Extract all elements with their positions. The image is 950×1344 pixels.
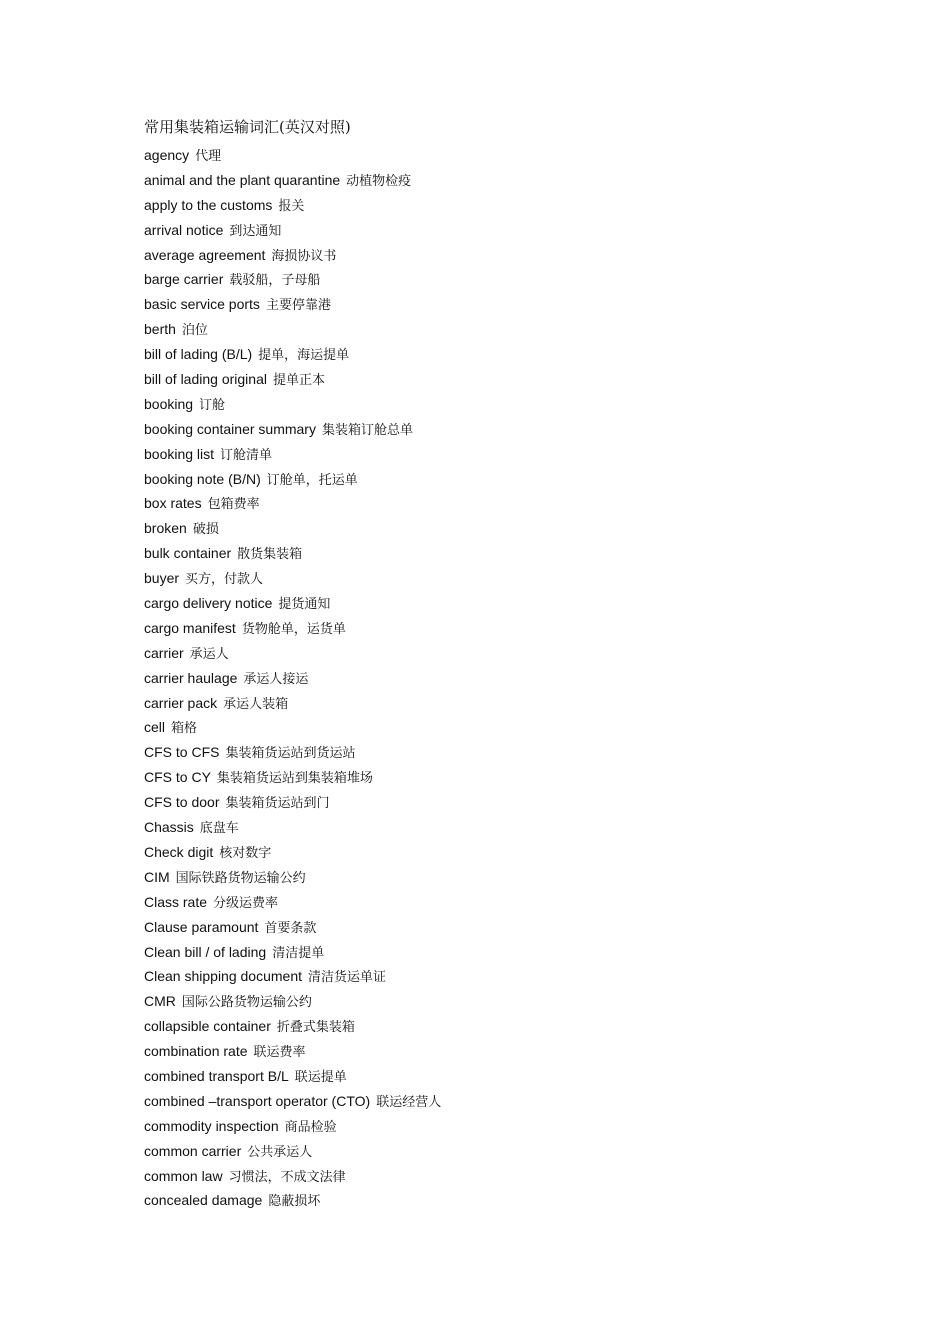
entry-meaning: 提货通知 xyxy=(278,597,331,613)
glossary-entry xyxy=(144,367,441,392)
entry-meaning: 买方，付款人 xyxy=(185,572,264,588)
entry-term: arrival notice xyxy=(144,221,224,238)
entry-term: common law xyxy=(144,1167,223,1184)
entry-term: CFS to CFS xyxy=(144,744,220,761)
glossary-entry xyxy=(144,1139,441,1164)
entry-meaning: 订舱 xyxy=(199,397,226,413)
entry-meaning: 首要条款 xyxy=(264,920,317,936)
glossary-entry xyxy=(144,317,441,342)
entry-meaning: 折叠式集装箱 xyxy=(276,1020,355,1036)
entry-meaning: 提单，海运提单 xyxy=(258,348,350,364)
entry-meaning: 国际公路货物运输公约 xyxy=(181,995,312,1011)
glossary-entry xyxy=(144,815,441,840)
entry-meaning: 联运提单 xyxy=(294,1069,347,1085)
entry-term: animal and the plant quarantine xyxy=(144,171,341,188)
glossary-entry xyxy=(144,1188,441,1213)
glossary-entry xyxy=(144,666,441,691)
entry-meaning: 承运人 xyxy=(189,646,229,662)
entry-term: combined transport B/L xyxy=(144,1067,289,1084)
glossary-entry xyxy=(144,1014,441,1039)
entry-term: bill of lading (B/L) xyxy=(144,346,253,363)
entry-meaning: 代理 xyxy=(195,149,222,164)
entry-term: Chassis xyxy=(144,819,194,836)
glossary-entry xyxy=(144,566,441,591)
entry-term: CFS to door xyxy=(144,794,220,811)
entry-term: carrier xyxy=(144,644,184,661)
entry-meaning: 货物舱单，运货单 xyxy=(241,621,346,637)
glossary-entry xyxy=(144,417,441,442)
entry-term: Check digit xyxy=(144,843,214,860)
entry-meaning: 核对数字 xyxy=(219,845,272,861)
entry-term: berth xyxy=(144,321,176,338)
entry-meaning: 包箱费率 xyxy=(207,497,260,513)
glossary-entry xyxy=(144,616,441,641)
glossary-entry xyxy=(144,1114,441,1139)
entry-meaning: 集装箱货运站到集装箱堆场 xyxy=(216,771,373,787)
glossary-list xyxy=(144,143,441,1213)
entry-term: box rates xyxy=(144,495,202,512)
entry-term: concealed damage xyxy=(144,1192,263,1209)
glossary-entry xyxy=(144,840,441,865)
entry-meaning: 散货集装箱 xyxy=(237,547,303,563)
entry-term: Clause paramount xyxy=(144,918,259,935)
glossary-entry xyxy=(144,1064,441,1089)
entry-term: Class rate xyxy=(144,893,208,910)
entry-meaning: 集装箱货运站到货运站 xyxy=(225,746,356,762)
entry-term: CIM xyxy=(144,868,170,885)
entry-meaning: 承运人接运 xyxy=(243,671,309,687)
entry-term: CFS to CY xyxy=(144,769,211,786)
entry-meaning: 清洁提单 xyxy=(272,945,325,961)
entry-meaning: 泊位 xyxy=(181,323,208,339)
entry-meaning: 分级运费率 xyxy=(213,895,279,911)
glossary-entry xyxy=(144,940,441,965)
glossary-entry xyxy=(144,790,441,815)
entry-term: Clean shipping document xyxy=(144,968,302,985)
glossary-entry xyxy=(144,292,441,317)
entry-term: agency xyxy=(144,147,190,163)
entry-meaning: 底盘车 xyxy=(199,821,239,837)
entry-meaning: 主要停靠港 xyxy=(265,298,331,314)
glossary-entry xyxy=(144,890,441,915)
glossary-entry xyxy=(144,143,441,168)
entry-term: average agreement xyxy=(144,246,266,263)
entry-term: booking container summary xyxy=(144,420,316,437)
entry-meaning: 订舱单，托运单 xyxy=(266,472,358,488)
entry-term: cargo manifest xyxy=(144,619,236,636)
entry-term: Clean bill / of lading xyxy=(144,943,267,960)
entry-meaning: 载驳船，子母船 xyxy=(229,273,321,289)
entry-term: basic service ports xyxy=(144,296,260,313)
entry-term: collapsible container xyxy=(144,1018,271,1035)
entry-meaning: 国际铁路货物运输公约 xyxy=(175,870,306,886)
glossary-entry xyxy=(144,193,441,218)
entry-meaning: 报关 xyxy=(278,198,305,214)
entry-term: carrier pack xyxy=(144,694,218,711)
glossary-entry xyxy=(144,915,441,940)
entry-meaning: 集装箱订舱总单 xyxy=(321,422,413,438)
entry-term: booking xyxy=(144,395,194,412)
entry-meaning: 海损协议书 xyxy=(271,248,337,264)
entry-term: cell xyxy=(144,719,166,736)
entry-meaning: 动植物检疫 xyxy=(346,173,412,189)
entry-meaning: 承运人装箱 xyxy=(223,696,289,712)
entry-meaning: 订舱清单 xyxy=(220,447,273,463)
entry-term: common carrier xyxy=(144,1142,242,1159)
glossary-entry xyxy=(144,865,441,890)
entry-meaning: 联运经营人 xyxy=(376,1094,442,1110)
entry-term: booking list xyxy=(144,445,215,462)
entry-term: broken xyxy=(144,520,187,537)
entry-meaning: 公共承运人 xyxy=(247,1144,313,1160)
glossary-entry xyxy=(144,342,441,367)
glossary-entry xyxy=(144,243,441,268)
entry-meaning: 箱格 xyxy=(171,721,198,737)
glossary-entry xyxy=(144,467,441,492)
glossary-entry xyxy=(144,516,441,541)
glossary-entry xyxy=(144,1039,441,1064)
glossary-entry xyxy=(144,989,441,1014)
entry-term: apply to the customs xyxy=(144,196,273,213)
entry-term: bulk container xyxy=(144,545,232,562)
glossary-entry xyxy=(144,168,441,193)
entry-meaning: 隐蔽损坏 xyxy=(268,1194,321,1210)
entry-term: combined –transport operator (CTO) xyxy=(144,1092,371,1109)
glossary-entry xyxy=(144,267,441,292)
glossary-entry xyxy=(144,392,441,417)
glossary-entry xyxy=(144,591,441,616)
entry-meaning: 破损 xyxy=(192,522,219,538)
entry-term: carrier haulage xyxy=(144,669,238,686)
entry-term: barge carrier xyxy=(144,271,224,288)
glossary-entry xyxy=(144,541,441,566)
glossary-entry xyxy=(144,765,441,790)
glossary-entry xyxy=(144,715,441,740)
entry-meaning: 提单正本 xyxy=(272,373,325,389)
entry-term: combination rate xyxy=(144,1043,248,1060)
entry-meaning: 清洁货运单证 xyxy=(308,970,387,986)
glossary-entry xyxy=(144,641,441,666)
glossary-entry xyxy=(144,218,441,243)
entry-term: booking note (B/N) xyxy=(144,470,261,487)
glossary-entry xyxy=(144,491,441,516)
entry-meaning: 到达通知 xyxy=(229,223,282,239)
entry-term: buyer xyxy=(144,570,180,587)
glossary-entry xyxy=(144,691,441,716)
entry-term: cargo delivery notice xyxy=(144,595,273,612)
entry-meaning: 习惯法，不成文法律 xyxy=(228,1169,346,1185)
glossary-entry xyxy=(144,1089,441,1114)
entry-meaning: 商品检验 xyxy=(284,1119,337,1135)
entry-meaning: 联运费率 xyxy=(253,1045,306,1061)
glossary-entry xyxy=(144,442,441,467)
entry-term: commodity inspection xyxy=(144,1117,279,1134)
entry-term: CMR xyxy=(144,993,176,1010)
page-title: 常用集装箱运输词汇(英汉对照) xyxy=(144,118,351,136)
glossary-entry xyxy=(144,740,441,765)
glossary-entry xyxy=(144,964,441,989)
glossary-entry xyxy=(144,1164,441,1189)
entry-meaning: 集装箱货运站到门 xyxy=(225,796,330,812)
entry-term: bill of lading original xyxy=(144,371,267,388)
